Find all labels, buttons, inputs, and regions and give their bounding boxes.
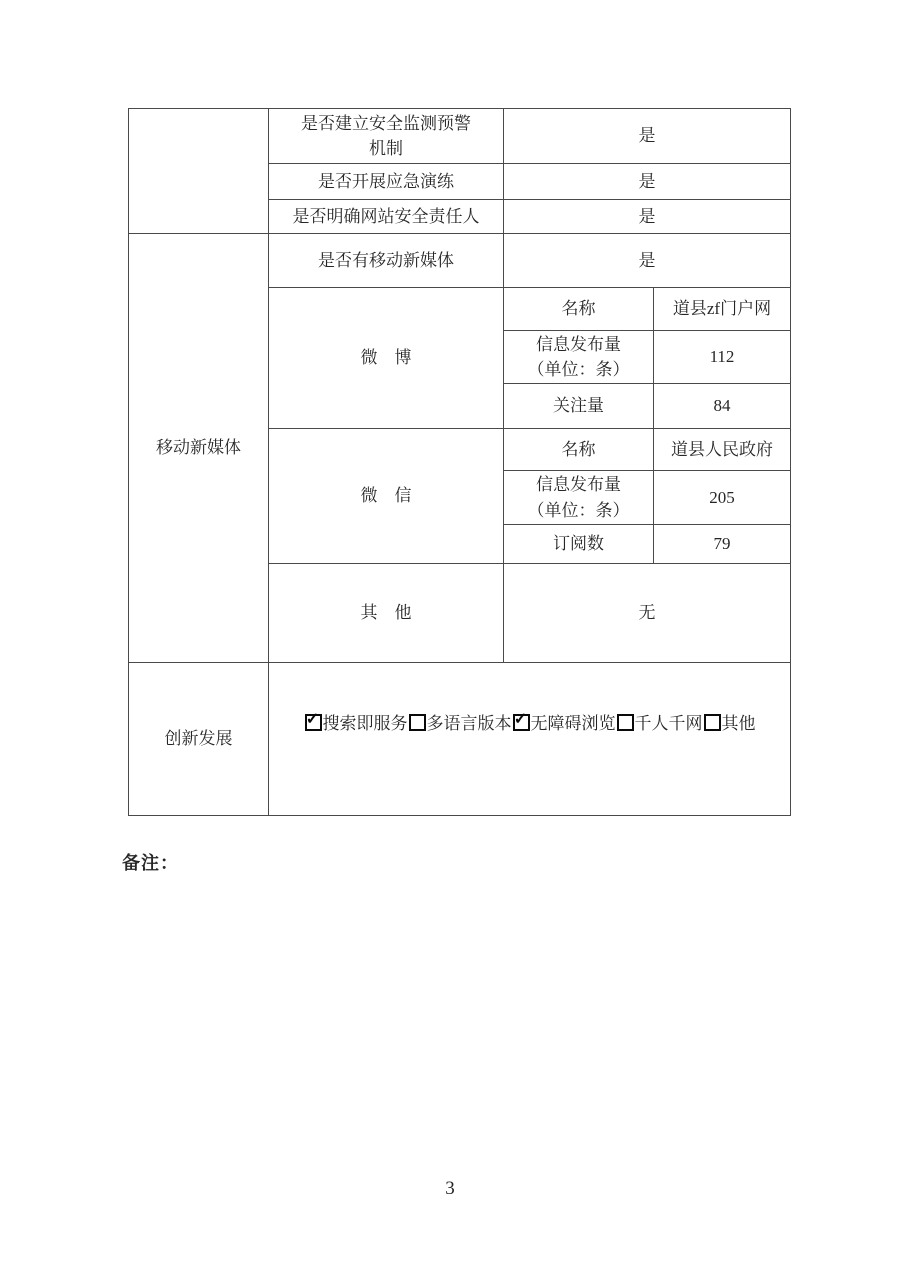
section-cell-empty — [129, 109, 269, 234]
weibo-posts-label — [504, 331, 654, 384]
wechat-label: 微 信 — [269, 429, 504, 564]
wechat-posts-value: 205 — [654, 471, 791, 525]
checkbox-accessibility-icon — [513, 714, 530, 731]
checkbox-label-accessibility: 无障碍浏览 — [530, 714, 616, 734]
checkbox-other-icon — [704, 714, 721, 731]
label-line: 信息发布量 — [536, 475, 621, 494]
label-line: （单位：条） — [527, 360, 630, 379]
wechat-name-value: 道县人民政府 — [654, 429, 791, 471]
label-line: 机制 — [369, 139, 403, 158]
wechat-subscribers-value: 79 — [654, 525, 791, 564]
security-monitor-value: 是 — [504, 109, 791, 164]
innovation-options-line — [273, 711, 786, 737]
checkbox-personalized-icon — [617, 714, 634, 731]
checkbox-label-multilingual: 多语言版本 — [426, 714, 512, 734]
wechat-name-label: 名称 — [504, 429, 654, 471]
table-row — [129, 663, 791, 816]
checkbox-label-search-as-service: 搜索即服务 — [322, 714, 408, 734]
checkbox-search-as-service-icon — [305, 714, 322, 731]
weibo-label: 微 博 — [269, 288, 504, 429]
checkbox-label-other: 其他 — [721, 714, 756, 734]
emergency-drill-value: 是 — [504, 164, 791, 200]
label-line: （单位：条） — [527, 500, 630, 520]
page-number: 3 — [445, 1178, 455, 1199]
has-new-media-value: 是 — [504, 234, 791, 288]
emergency-drill-label: 是否开展应急演练 — [269, 164, 504, 200]
weibo-followers-label: 关注量 — [504, 384, 654, 429]
innovation-options-cell — [269, 663, 791, 816]
table-row — [129, 109, 791, 164]
wechat-subscribers-label: 订阅数 — [504, 525, 654, 564]
section-label-innovation: 创新发展 — [129, 663, 269, 816]
weibo-followers-value: 84 — [654, 384, 791, 429]
checkbox-multilingual-icon — [409, 714, 426, 731]
other-media-value: 无 — [504, 564, 791, 663]
label-line: 信息发布量 — [536, 334, 621, 354]
security-officer-label: 是否明确网站安全责任人 — [269, 200, 504, 234]
section-label-mobile-media: 移动新媒体 — [129, 234, 269, 663]
security-officer-value: 是 — [504, 200, 791, 234]
weibo-name-label: 名称 — [504, 288, 654, 331]
weibo-posts-value: 112 — [654, 331, 791, 384]
remark-label: 备注： — [122, 853, 179, 873]
table-row — [129, 234, 791, 288]
weibo-name-value: 道县zf门户网 — [654, 288, 791, 331]
annual-report-table — [128, 108, 791, 816]
other-media-label: 其 他 — [269, 564, 504, 663]
checkbox-label-personalized: 千人千网 — [634, 714, 703, 734]
has-new-media-label: 是否有移动新媒体 — [269, 234, 504, 288]
label-line: 是否建立安全监测预警 — [301, 113, 471, 133]
wechat-posts-label — [504, 471, 654, 525]
security-monitor-label — [269, 109, 504, 164]
